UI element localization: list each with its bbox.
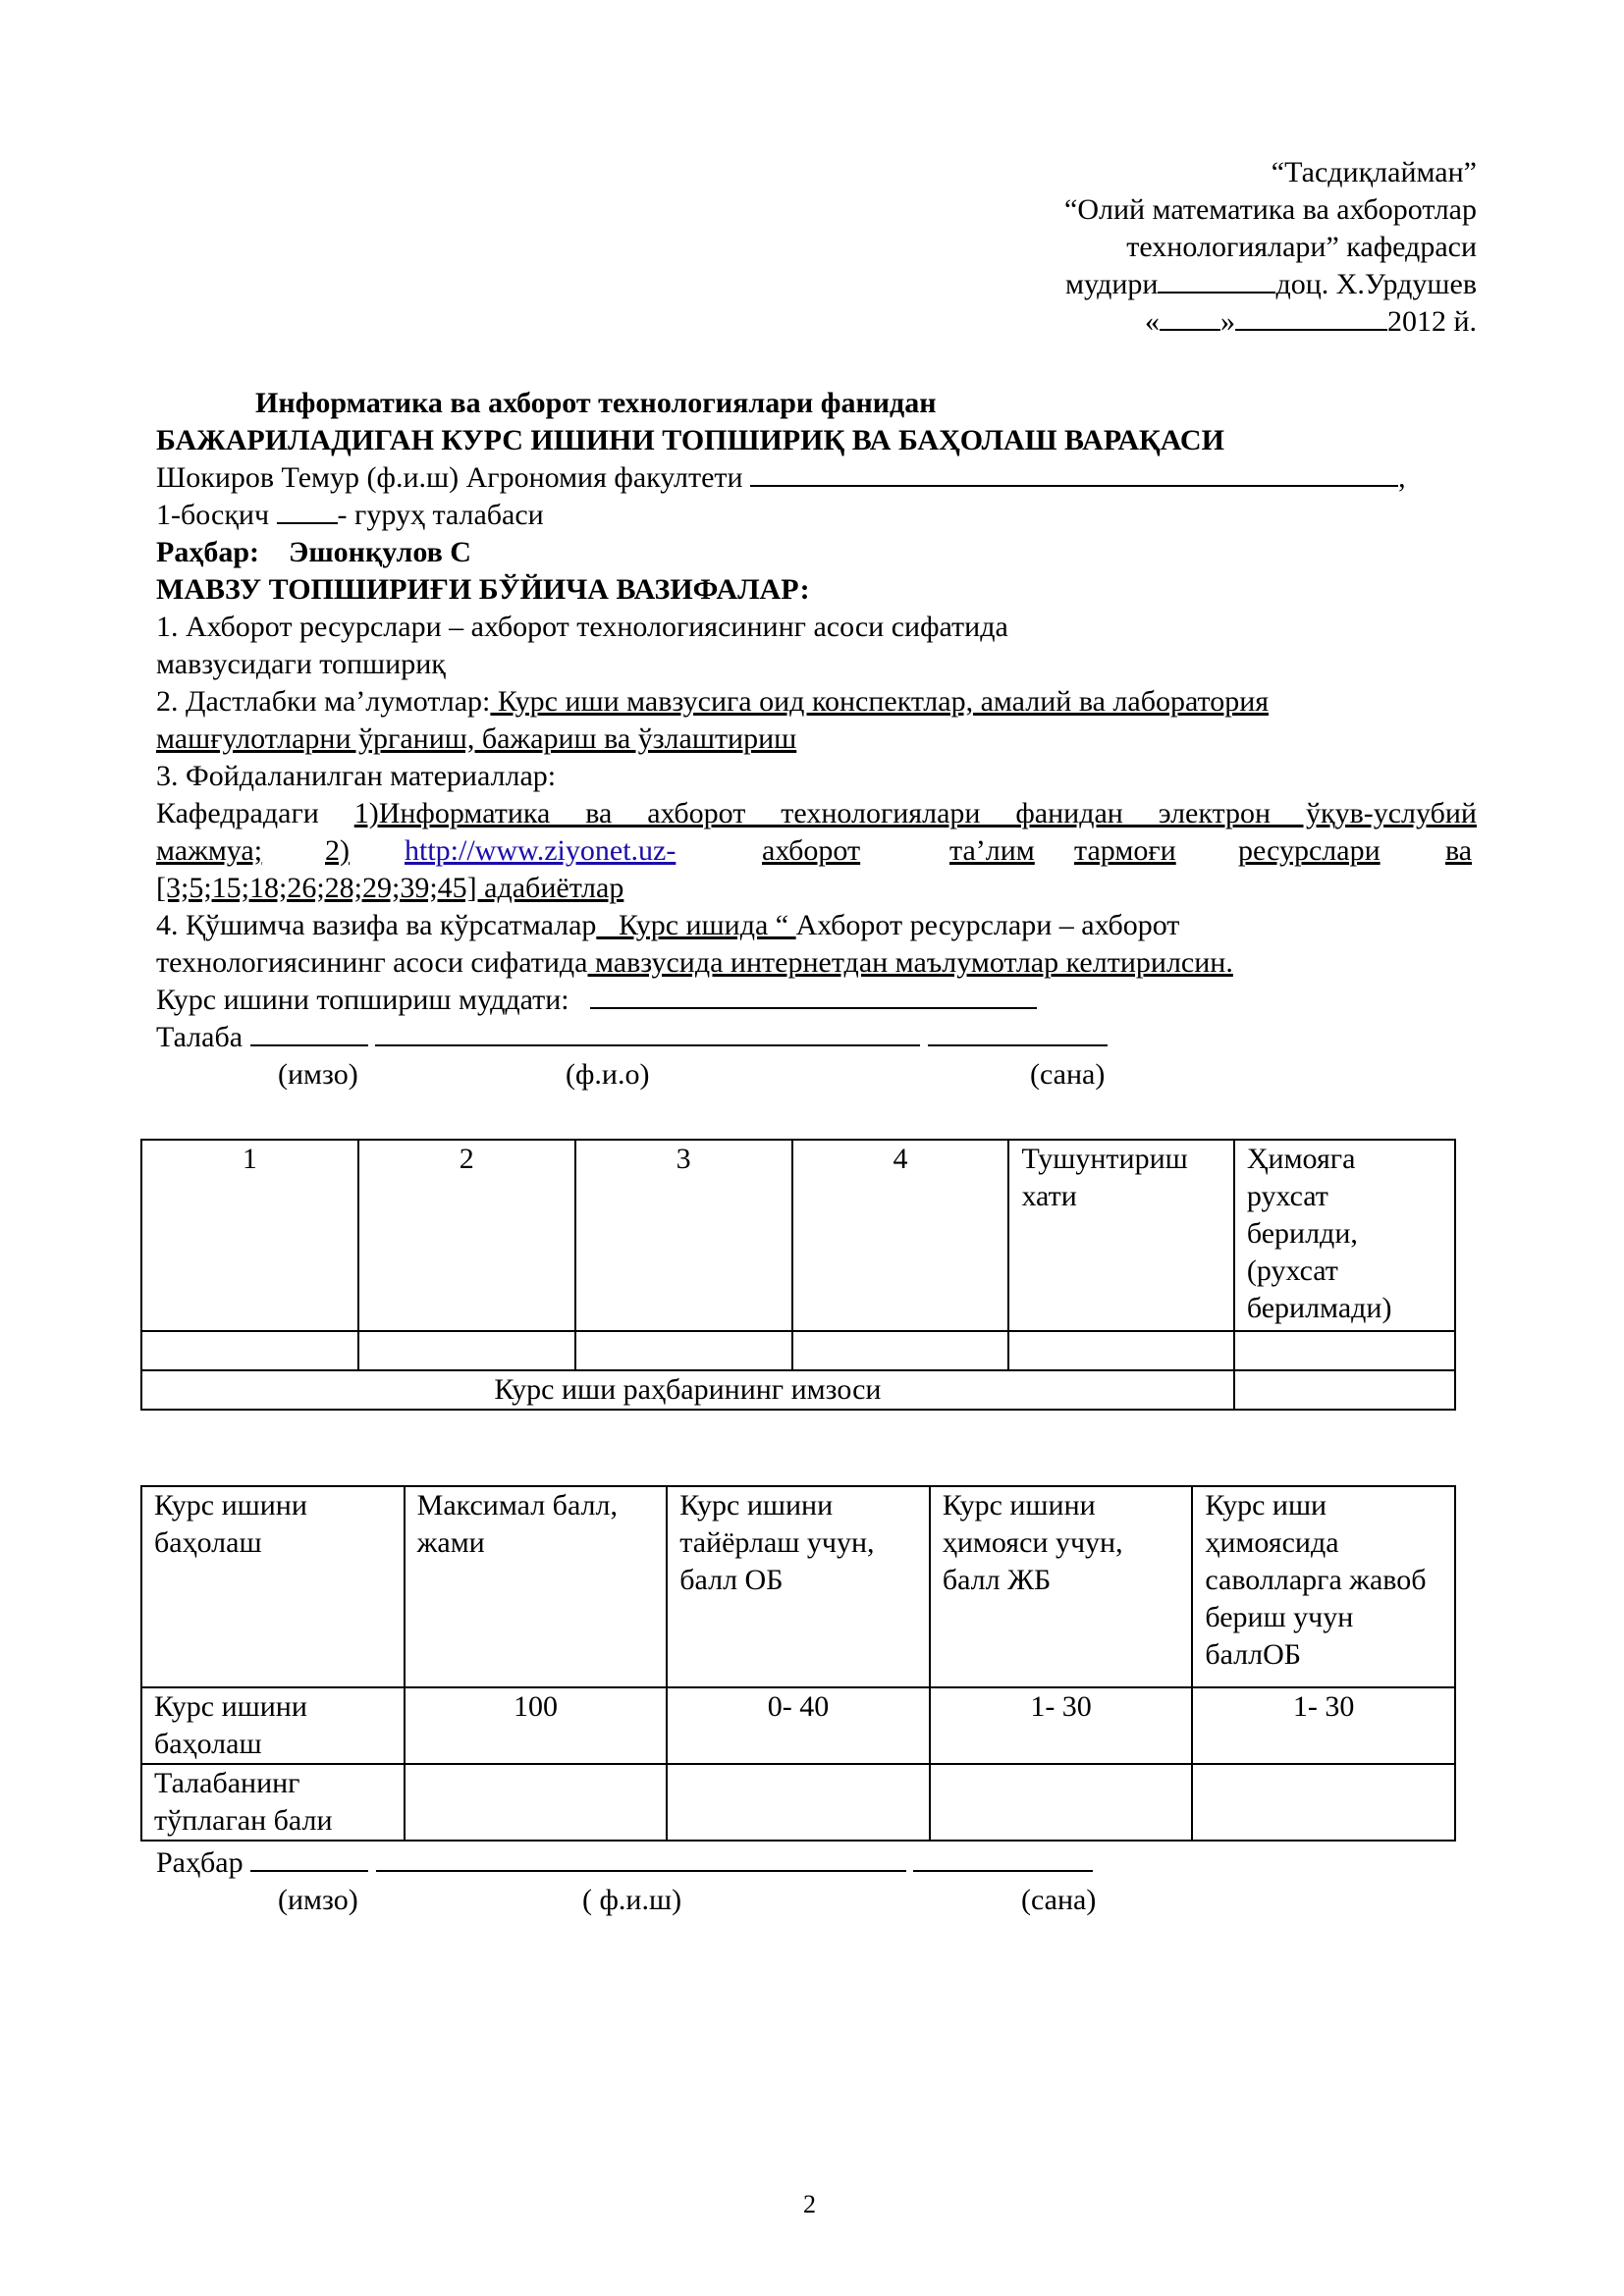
ziyonet-link[interactable]: http://www.ziyonet.uz-	[405, 834, 677, 867]
task-3-word-5: ва	[1445, 834, 1473, 867]
grading-header-cell: Курс ишини тайёрлаш учун, балл ОБ	[667, 1486, 930, 1687]
grading-header-cell: Максимал балл, жами	[405, 1486, 668, 1687]
task-3-text-1: 1)Информатика ва ахборот технологиялари фанидан электрон ўқув-услубий	[353, 797, 1477, 829]
faculty-blank	[750, 459, 1398, 487]
task-4-text-d: мавзусида интернетдан маълумотлар келтирилсин.	[587, 946, 1233, 979]
student-score-cell	[930, 1764, 1193, 1841]
tasks-heading: МАВЗУ ТОПШИРИҒИ БЎЙИЧА ВАЗИФАЛАР:	[156, 573, 810, 606]
student-score-cell	[405, 1764, 668, 1841]
task-3-line-3: [3;5;15;18;26;28;29;39;45] адабиётлар	[156, 872, 624, 904]
review-empty-cell	[575, 1331, 792, 1370]
approval-line-3: технологиялари” кафедраси	[1126, 231, 1477, 263]
task-3-line-1	[156, 795, 1477, 832]
student-line-2	[156, 497, 544, 534]
task-4-line-2	[156, 944, 1233, 982]
task-1-line-1: 1. Ахборот ресурслари – ахборот технологиясининг асоси сифатида	[156, 611, 1008, 643]
task-4-text-c: технологиясининг асоси сифатида	[156, 946, 588, 979]
supervisor-sign-blank	[250, 1844, 368, 1872]
task-3-word-1: ахборот	[762, 834, 861, 867]
supervisor-signature-cell	[1234, 1370, 1455, 1410]
preparation-score-cell: 0- 40	[667, 1687, 930, 1764]
date-close-quote: »	[1219, 305, 1235, 338]
student-signature-line	[156, 1019, 1108, 1056]
page-number: 2	[803, 2190, 816, 2218]
grading-header-cell: Курс иши ҳимоясида саволларга жавоб бериш учун баллОБ	[1192, 1486, 1455, 1687]
review-empty-cell	[1008, 1331, 1233, 1370]
review-header-cell: Тушунтириш хати	[1008, 1140, 1233, 1331]
review-empty-cell	[141, 1331, 358, 1370]
deadline-label: Курс ишини топшириш муддати:	[156, 984, 569, 1016]
task-1-line-2: мавзусидаги топшириқ	[156, 648, 446, 680]
student-fio-blank	[375, 1019, 920, 1046]
approval-line-2: “Олий математика ва ахборотлар	[1064, 193, 1477, 226]
task-2-line-1	[156, 683, 1269, 721]
student-sign-blank	[250, 1019, 368, 1046]
deadline-line	[156, 982, 1037, 1019]
student-score-cell	[1192, 1764, 1455, 1841]
review-header-cell: 1	[141, 1140, 358, 1331]
student-line-1	[156, 459, 1406, 497]
review-empty-cell	[792, 1331, 1009, 1370]
review-header-cell: 4	[792, 1140, 1009, 1331]
student-name-faculty: Шокиров Темур (ф.и.ш) Агрономия факултети	[156, 461, 743, 494]
supervisor-signature-label: Курс иши раҳбарининг имзоси	[141, 1370, 1234, 1410]
student-date-blank	[928, 1019, 1108, 1046]
signature-blank	[1158, 266, 1275, 294]
supervisor-name: Эшонқулов С	[289, 536, 471, 568]
approval-line-5	[888, 303, 1477, 341]
group-label: - гуруҳ талабаси	[337, 499, 544, 531]
review-empty-cell	[358, 1331, 575, 1370]
comma: ,	[1398, 461, 1406, 494]
supervisor-sign-caption-2: ( ф.и.ш)	[582, 1884, 682, 1916]
supervisor-date-blank	[913, 1844, 1093, 1872]
student-sign-label: Талаба	[156, 1021, 244, 1053]
approval-role: мудири	[1064, 268, 1159, 300]
student-score-label: Талабанинг тўплаган бали	[141, 1764, 405, 1841]
review-header-cell: Ҳимояга рухсат берилди, (рухсат берилмади)	[1234, 1140, 1455, 1331]
student-sign-caption-1: (имзо)	[278, 1058, 358, 1091]
defense-score-cell: 1- 30	[930, 1687, 1193, 1764]
document-title: БАЖАРИЛАДИГАН КУРС ИШИНИ ТОПШИРИҚ ВА БАҲОЛАШ ВАРАҚАСИ	[156, 424, 1224, 456]
task-3-word-2: та’лим	[949, 834, 1035, 867]
supervisor-fio-blank	[376, 1844, 906, 1872]
task-3-lead: Кафедрадаги	[156, 797, 354, 829]
student-score-cell	[667, 1764, 930, 1841]
approval-name: доц. Х.Урдушев	[1275, 268, 1477, 300]
grading-header-cell: Курс ишини ҳимояси учун, балл ЖБ	[930, 1486, 1193, 1687]
task-3-heading: 3. Фойдаланилган материаллар:	[156, 760, 557, 792]
supervisor-label: Раҳбар:	[156, 536, 259, 568]
grading-header-cell: Курс ишини баҳолаш	[141, 1486, 405, 1687]
grading-table	[140, 1485, 1456, 1842]
approval-line-1: “Тасдиқлайман”	[1271, 156, 1477, 188]
max-score-cell: 100	[405, 1687, 668, 1764]
task-3-text-2a: мажмуа;	[156, 834, 263, 867]
student-sign-caption-2: (ф.и.о)	[566, 1058, 650, 1091]
task-4-text-a: _ Курс ишида “	[596, 909, 796, 941]
task-3-word-4: ресурслари	[1238, 834, 1380, 867]
review-empty-cell	[1234, 1331, 1455, 1370]
grading-row-label: Курс ишини баҳолаш	[141, 1687, 405, 1764]
group-blank	[277, 497, 338, 524]
task-2-text: Курс иши мавзусига оид конспектлар, амалий ва лаборатория	[490, 685, 1270, 718]
task-2-line-2: машғулотларни ўрганиш, бажариш ва ўзлаштириш	[156, 722, 797, 755]
day-blank	[1160, 303, 1220, 331]
review-header-cell: 2	[358, 1140, 575, 1331]
supervisor-sign-label: Раҳбар	[156, 1846, 244, 1879]
task-4-text-b: Ахборот ресурслари – ахборот	[795, 909, 1180, 941]
date-open-quote: «	[1144, 305, 1160, 338]
deadline-blank	[590, 982, 1037, 1009]
task-3-word-3: тармоғи	[1074, 834, 1176, 867]
month-blank	[1235, 303, 1387, 331]
review-table	[140, 1139, 1456, 1411]
review-header-cell: 3	[575, 1140, 792, 1331]
task-3-num-2: 2)	[325, 834, 350, 867]
task-4-line-1	[156, 907, 1179, 944]
approval-block	[888, 154, 1477, 341]
course-level: 1-босқич	[156, 499, 270, 531]
supervisor-sign-caption-1: (имзо)	[278, 1884, 358, 1916]
supervisor-line	[156, 534, 471, 571]
answers-score-cell: 1- 30	[1192, 1687, 1455, 1764]
task-4-lead: 4. Қўшимча вазифа ва кўрсатмалар	[156, 909, 597, 941]
student-sign-caption-3: (сана)	[1030, 1058, 1106, 1091]
approval-year: 2012 й.	[1386, 305, 1477, 338]
supervisor-sign-caption-3: (сана)	[1021, 1884, 1097, 1916]
subject-heading: Информатика ва ахборот технологиялари фанидан	[255, 387, 937, 419]
supervisor-signature-line	[156, 1844, 1093, 1882]
task-2-lead: 2. Дастлабки ма’лумотлар:	[156, 685, 491, 718]
approval-line-4	[888, 266, 1477, 303]
